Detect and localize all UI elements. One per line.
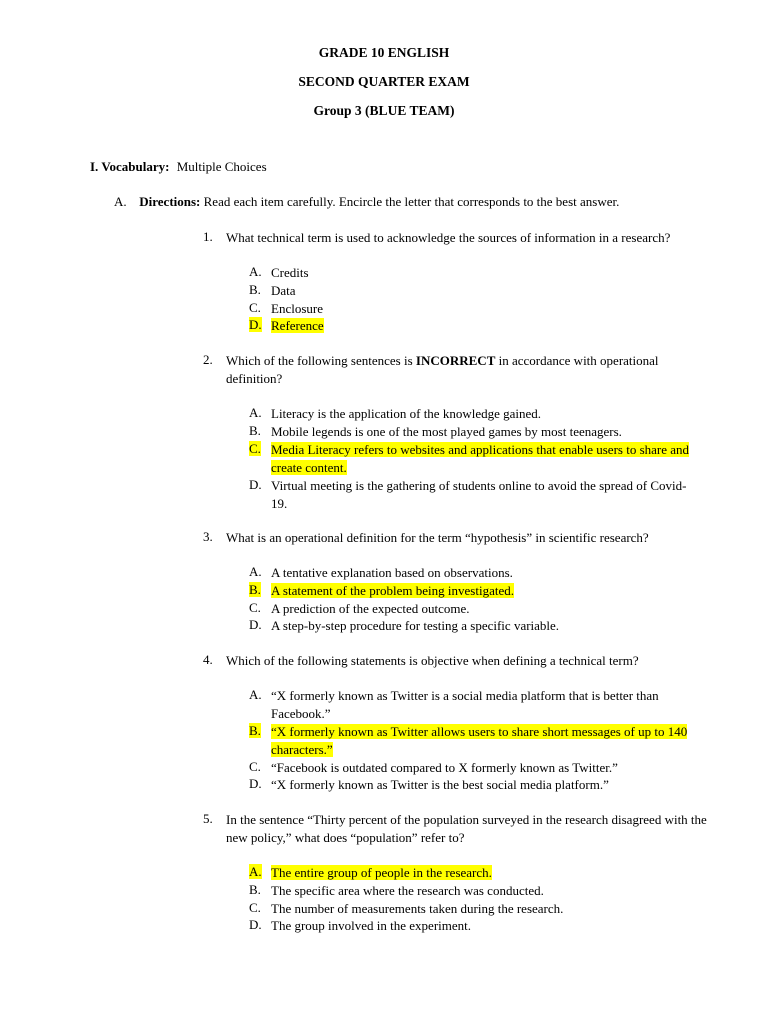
option-letter[interactable]: B. (249, 423, 261, 438)
exam-title: GRADE 10 ENGLISH (318, 45, 450, 60)
section-title: I. Vocabulary: (90, 159, 170, 174)
option-text-highlighted: The entire group of people in the research. (271, 865, 492, 880)
option-text: A prediction of the expected outcome. (271, 601, 470, 616)
question-text: In the sentence “Thirty percent of the population surveyed in the research disagreed with the new policy,” what does “population” refer to? (226, 812, 707, 845)
option-letter[interactable]: D. (249, 917, 262, 932)
option-letter[interactable]: A. (249, 405, 262, 420)
option-letter-highlighted[interactable]: B. (249, 723, 261, 738)
option-letter[interactable]: A. (249, 564, 262, 579)
section-heading (90, 159, 267, 175)
question-text: What is an operational definition for the term “hypothesis” in scientific research? (226, 530, 649, 545)
option-letter[interactable]: D. (249, 776, 262, 791)
option-text-highlighted: A statement of the problem being investigated. (271, 583, 514, 598)
question-number: 2. (203, 352, 213, 367)
option-letter[interactable]: C. (249, 300, 261, 315)
directions-text: Read each item carefully. Encircle the letter that corresponds to the best answer. (203, 194, 620, 209)
option-text: The specific area where the research was conducted. (271, 883, 544, 898)
option-text: Literacy is the application of the knowledge gained. (271, 406, 542, 421)
option-text: The number of measurements taken during the research. (271, 901, 564, 916)
option-text: “X formerly known as Twitter is the best social media platform.” (271, 777, 609, 792)
group-label: Group 3 (BLUE TEAM) (313, 103, 455, 118)
question-number: 1. (203, 229, 213, 244)
option-letter-highlighted[interactable]: D. (249, 317, 262, 332)
part-letter: A. (114, 194, 127, 209)
option-letter-highlighted[interactable]: B. (249, 582, 261, 597)
option-letter[interactable]: C. (249, 600, 261, 615)
option-text: “X formerly known as Twitter is a social media platform that is better than Facebook.” (271, 688, 659, 721)
exam-subtitle: SECOND QUARTER EXAM (298, 74, 470, 89)
option-letter[interactable]: D. (249, 477, 262, 492)
option-text: Enclosure (271, 301, 323, 316)
option-text: The group involved in the experiment. (271, 918, 472, 933)
option-text: A tentative explanation based on observations. (271, 565, 513, 580)
question-number: 5. (203, 811, 213, 826)
part-directions (114, 194, 619, 210)
option-text-highlighted: “X formerly known as Twitter allows users to share short messages of up to 140 characters.” (271, 724, 688, 757)
directions-label: Directions: (139, 194, 201, 209)
option-letter[interactable]: B. (249, 882, 261, 897)
option-letter[interactable]: A. (249, 264, 262, 279)
question-number: 4. (203, 652, 213, 667)
option-letter[interactable]: B. (249, 282, 261, 297)
question-number: 3. (203, 529, 213, 544)
option-text: Virtual meeting is the gathering of students online to avoid the spread of Covid-19. (271, 478, 687, 511)
option-text-highlighted: Reference (271, 318, 324, 333)
question-text: Which of the following sentences is INCORRECT in accordance with operational definition? (226, 353, 659, 386)
option-text: “Facebook is outdated compared to X formerly known as Twitter.” (271, 760, 618, 775)
option-text: Mobile legends is one of the most played games by most teenagers. (271, 424, 622, 439)
option-text: Data (271, 283, 296, 298)
question-text: What technical term is used to acknowledge the sources of information in a research? (226, 230, 671, 245)
option-letter[interactable]: C. (249, 900, 261, 915)
question-text: Which of the following statements is objective when defining a technical term? (226, 653, 639, 668)
option-letter-highlighted[interactable]: C. (249, 441, 261, 456)
option-text-highlighted: Media Literacy refers to websites and applications that enable users to share and create content. (271, 442, 690, 475)
option-letter[interactable]: C. (249, 759, 261, 774)
option-letter[interactable]: D. (249, 617, 262, 632)
option-letter-highlighted[interactable]: A. (249, 864, 262, 879)
option-text: Credits (271, 265, 309, 280)
section-subtitle: Multiple Choices (176, 159, 267, 174)
option-text: A step-by-step procedure for testing a specific variable. (271, 618, 560, 633)
option-letter[interactable]: A. (249, 687, 262, 702)
